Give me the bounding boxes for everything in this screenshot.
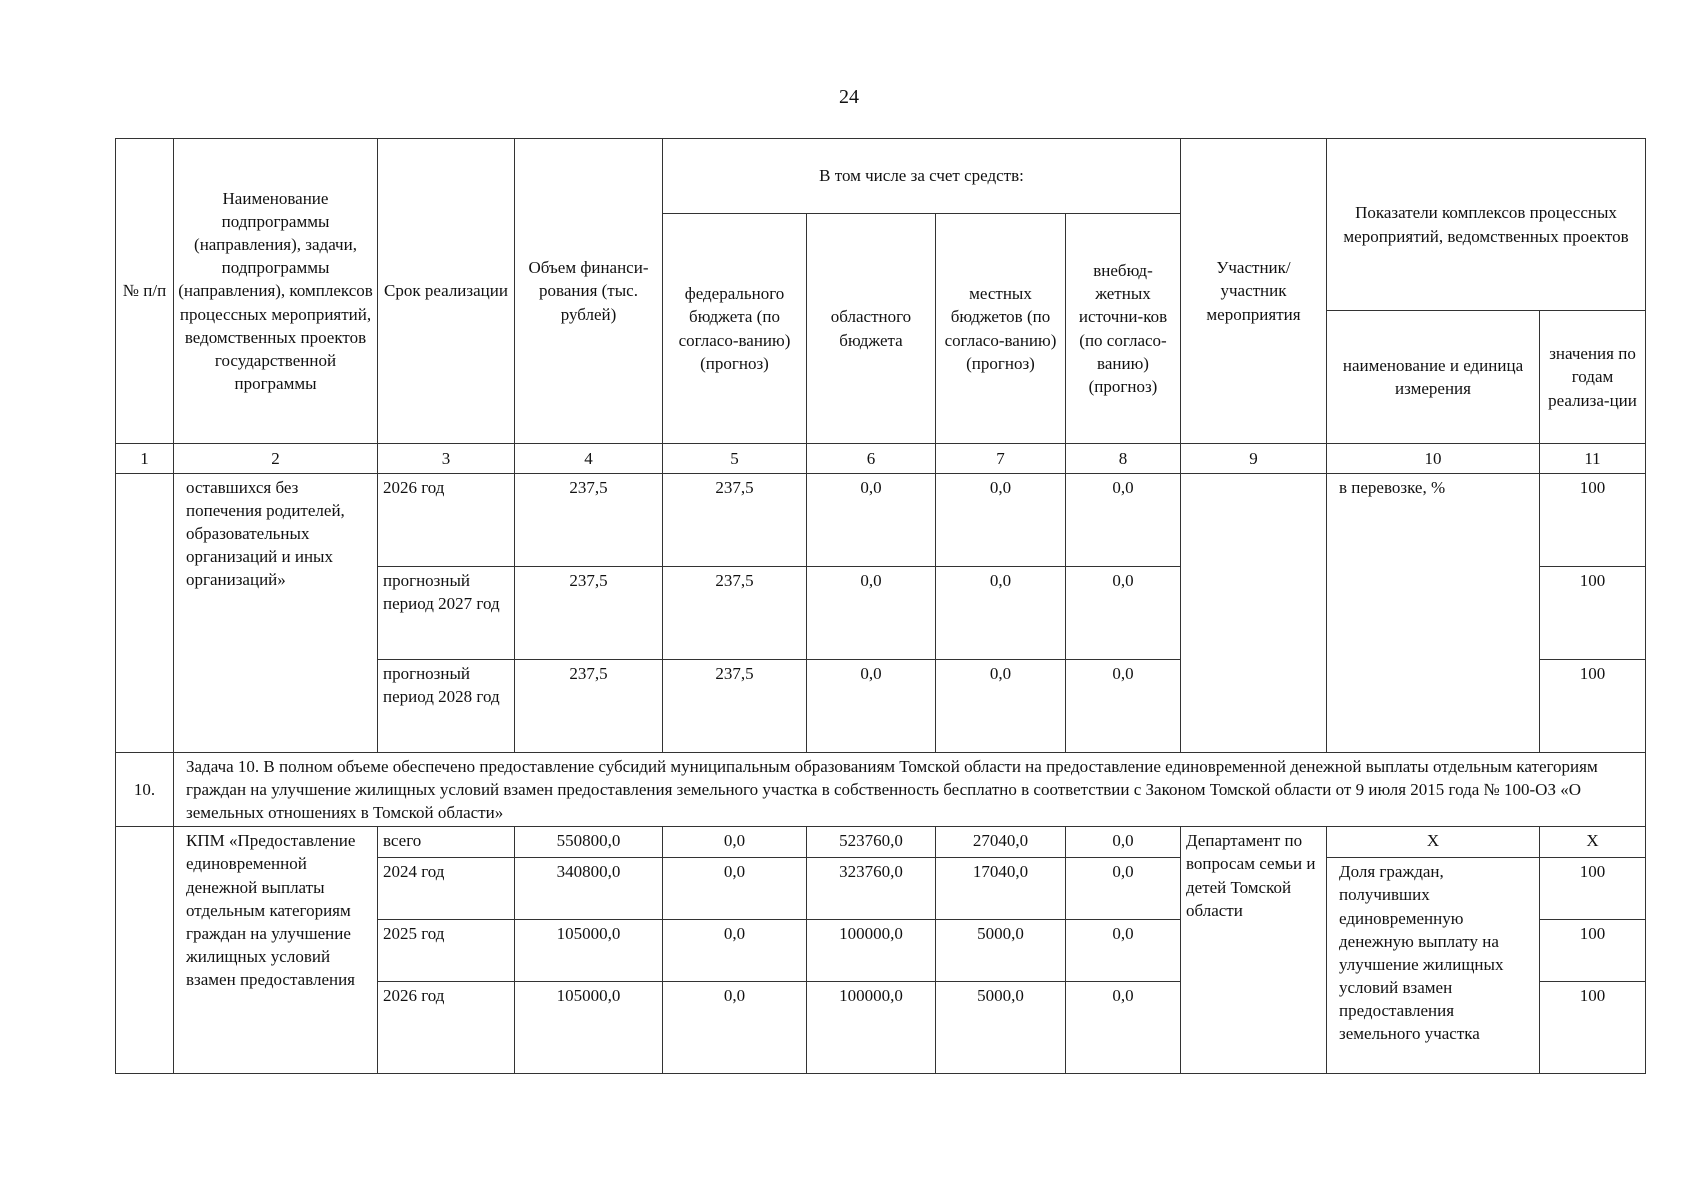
total-cell: 105000,0: [515, 982, 663, 1074]
total-cell: 340800,0: [515, 858, 663, 920]
local-cell: 17040,0: [936, 858, 1066, 920]
header-col-period: Срок реализации: [378, 139, 515, 444]
federal-cell: 0,0: [663, 858, 807, 920]
extrabudget-cell: 0,0: [1066, 567, 1181, 660]
header-col-local: местных бюджетов (по согласо-ванию) (прогноз): [936, 214, 1066, 444]
indicator-name-total-cell: Х: [1327, 827, 1540, 858]
participant-cell: Департамент по вопросам семьи и детей Томской области: [1181, 827, 1327, 1074]
column-number: 6: [807, 444, 936, 474]
header-col-indicator-name: наименование и единица измерения: [1327, 311, 1540, 444]
extrabudget-cell: 0,0: [1066, 920, 1181, 982]
indicator-value-cell: 100: [1540, 660, 1646, 753]
task-number: 10.: [116, 753, 174, 827]
column-number: 8: [1066, 444, 1181, 474]
indicator-value-cell: 100: [1540, 982, 1646, 1074]
indicator-name-cell: в перевозке, %: [1327, 474, 1540, 753]
header-col-total: Объем финанси-рования (тыс. рублей): [515, 139, 663, 444]
local-cell: 0,0: [936, 474, 1066, 567]
header-row: [116, 139, 1646, 214]
indicator-value-cell: 100: [1540, 567, 1646, 660]
total-cell: 237,5: [515, 567, 663, 660]
extrabudget-cell: 0,0: [1066, 982, 1181, 1074]
period-cell: прогнозный период 2028 год: [378, 660, 515, 753]
column-number: 4: [515, 444, 663, 474]
total-cell: 237,5: [515, 474, 663, 567]
header-group-indicators: Показатели комплексов процессных мероприятий, ведомственных проектов: [1327, 139, 1646, 311]
regional-cell: 0,0: [807, 660, 936, 753]
period-cell: 2026 год: [378, 474, 515, 567]
column-number: 9: [1181, 444, 1327, 474]
column-number: 11: [1540, 444, 1646, 474]
period-cell: прогнозный период 2027 год: [378, 567, 515, 660]
period-cell: 2025 год: [378, 920, 515, 982]
column-number: 3: [378, 444, 515, 474]
header-col-number: № п/п: [116, 139, 174, 444]
header-col-indicator-values: значения по годам реализа-ции: [1540, 311, 1646, 444]
header-group-funds: В том числе за счет средств:: [663, 139, 1181, 214]
regional-cell: 100000,0: [807, 920, 936, 982]
indicator-value-total-cell: Х: [1540, 827, 1646, 858]
table-row: [116, 474, 1646, 567]
program-table: [115, 138, 1646, 1074]
column-number: 1: [116, 444, 174, 474]
indicator-value-cell: 100: [1540, 920, 1646, 982]
regional-cell: 323760,0: [807, 858, 936, 920]
period-cell: всего: [378, 827, 515, 858]
page-number: 24: [839, 86, 859, 108]
extrabudget-cell: 0,0: [1066, 660, 1181, 753]
local-cell: 5000,0: [936, 920, 1066, 982]
total-cell: 550800,0: [515, 827, 663, 858]
total-cell: 105000,0: [515, 920, 663, 982]
regional-cell: 0,0: [807, 567, 936, 660]
header-col-federal: федерального бюджета (по согласо-ванию) (прогноз): [663, 214, 807, 444]
indicator-value-cell: 100: [1540, 858, 1646, 920]
indicator-name-cell: Доля граждан, получивших единовременную денежную выплату на улучшение жилищных условий взамен предоставления земельного участка: [1327, 858, 1540, 1074]
indicator-value-cell: 100: [1540, 474, 1646, 567]
row-number-cell: [116, 827, 174, 1074]
participant-cell: [1181, 474, 1327, 753]
header-col-regional: областного бюджета: [807, 214, 936, 444]
header-col-extrabudget: внебюд-жетных источни-ков (по согласо-ванию) (прогноз): [1066, 214, 1181, 444]
column-number: 10: [1327, 444, 1540, 474]
local-cell: 27040,0: [936, 827, 1066, 858]
header-col-name: Наименование подпрограммы (направления), задачи, подпрограммы (направления), комплексов процессных мероприятий, ведомственных проектов государственной программы: [174, 139, 378, 444]
regional-cell: 0,0: [807, 474, 936, 567]
local-cell: 0,0: [936, 567, 1066, 660]
local-cell: 5000,0: [936, 982, 1066, 1074]
federal-cell: 237,5: [663, 660, 807, 753]
task-description: Задача 10. В полном объеме обеспечено предоставление субсидий муниципальным образованиям Томской области на предоставление единовременной денежной выплаты отдельным категориям граждан на улучшение жилищных условий взамен предоставления земельного участка в собственность бесплатно в соответствии с Законом Томской области от 9 июля 2015 года № 100-ОЗ «О земельных отношениях в Томской области»: [174, 753, 1646, 827]
federal-cell: 237,5: [663, 567, 807, 660]
program-name-cell: оставшихся без попечения родителей, образовательных организаций и иных организаций»: [174, 474, 378, 753]
regional-cell: 523760,0: [807, 827, 936, 858]
extrabudget-cell: 0,0: [1066, 827, 1181, 858]
federal-cell: 0,0: [663, 827, 807, 858]
federal-cell: 0,0: [663, 982, 807, 1074]
federal-cell: 237,5: [663, 474, 807, 567]
total-cell: 237,5: [515, 660, 663, 753]
table-row: [116, 827, 1646, 858]
column-number: 7: [936, 444, 1066, 474]
regional-cell: 100000,0: [807, 982, 936, 1074]
task-row: [116, 753, 1646, 827]
local-cell: 0,0: [936, 660, 1066, 753]
column-numbers-row: [116, 444, 1646, 474]
column-number: 2: [174, 444, 378, 474]
extrabudget-cell: 0,0: [1066, 858, 1181, 920]
federal-cell: 0,0: [663, 920, 807, 982]
extrabudget-cell: 0,0: [1066, 474, 1181, 567]
header-col-participant: Участник/ участник мероприятия: [1181, 139, 1327, 444]
period-cell: 2026 год: [378, 982, 515, 1074]
row-number-cell: [116, 474, 174, 753]
period-cell: 2024 год: [378, 858, 515, 920]
column-number: 5: [663, 444, 807, 474]
program-name-cell: КПМ «Предоставление единовременной денежной выплаты отдельным категориям граждан на улучшение жилищных условий взамен предоставления: [174, 827, 378, 1074]
